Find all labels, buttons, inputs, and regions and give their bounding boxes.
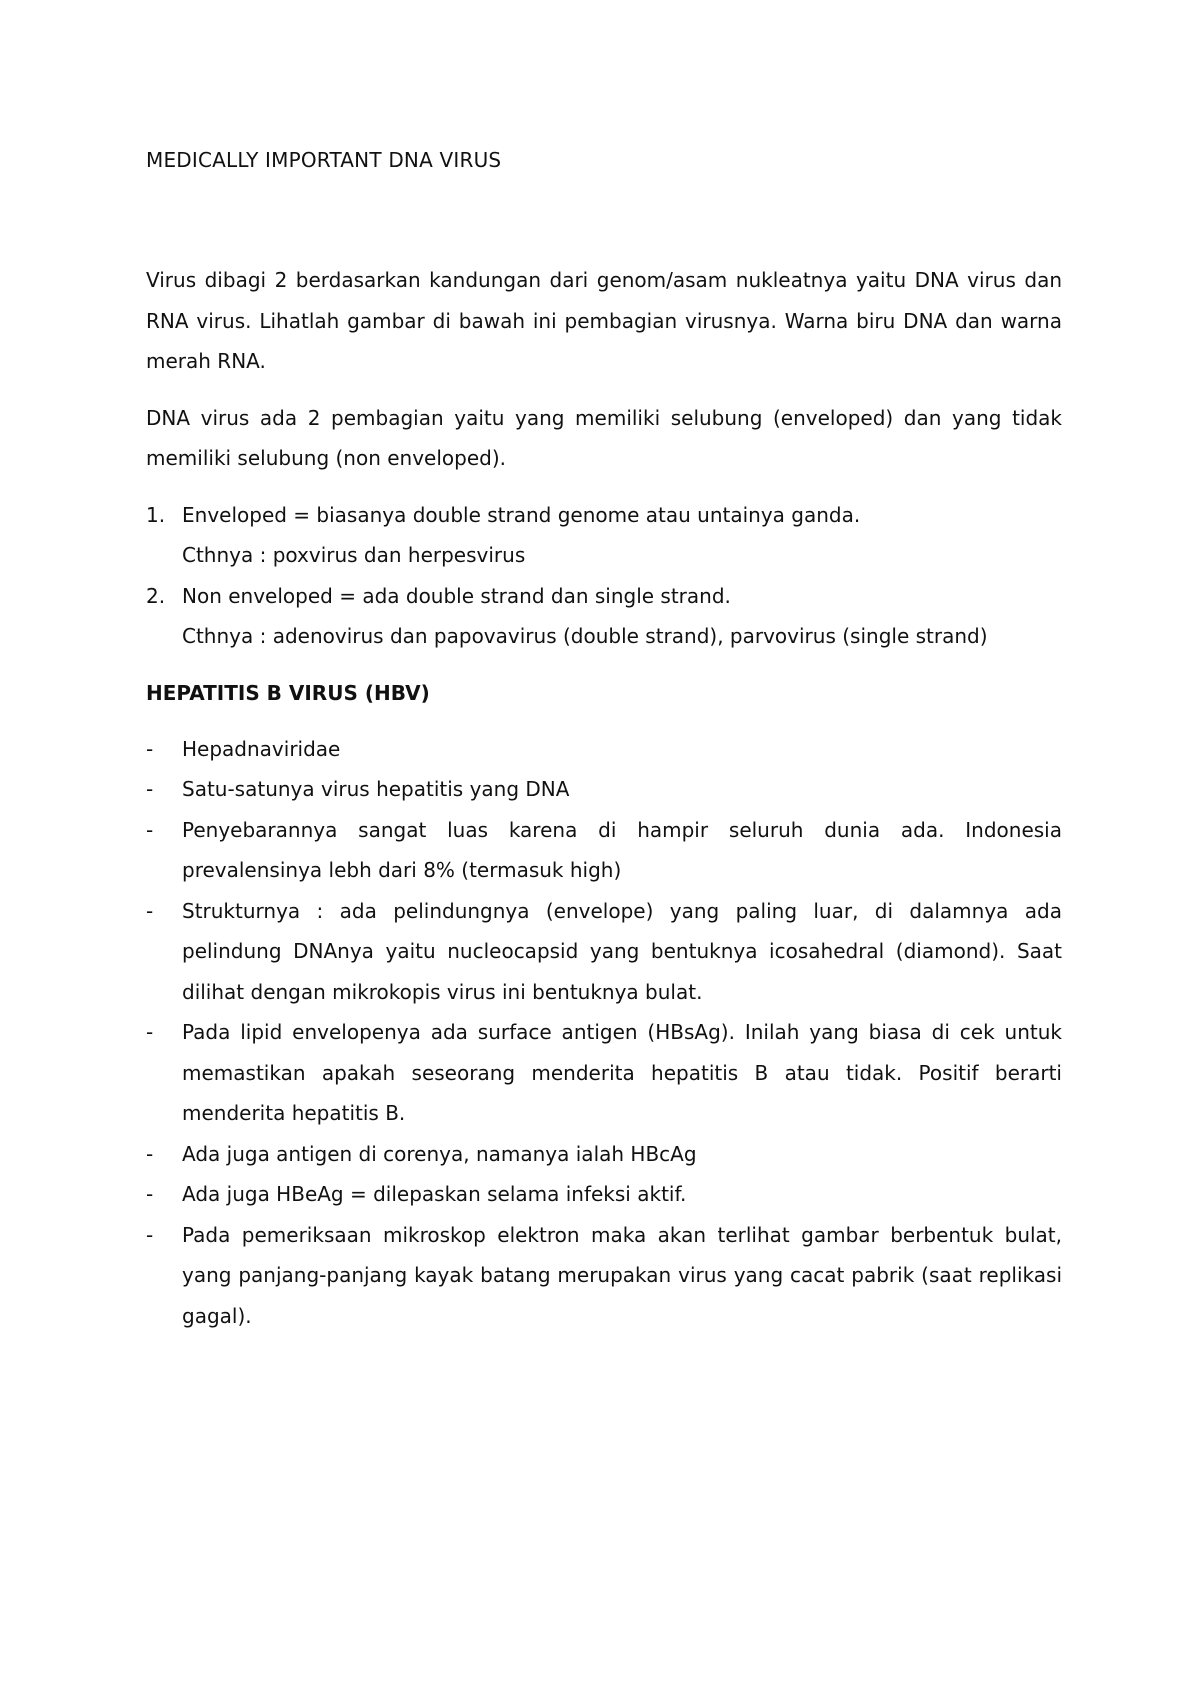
intro-paragraph: Virus dibagi 2 berdasarkan kandungan dari genom/asam nukleatnya yaitu DNA virus dan RNA virus. Lihatlah gambar di bawah ini pembagian virusnya. Warna biru DNA dan warna merah RNA.	[146, 268, 1062, 373]
spacer	[146, 713, 1062, 729]
numbered-item	[146, 495, 1062, 576]
list-item-text: Strukturnya : ada pelindungnya (envelope) yang paling luar, di dalamnya ada pelindung DNAnya yaitu nucleocapsid yang bentuknya icosahedral (diamond). Saat dilihat dengan mikrokopis virus ini bentuknya bulat.	[182, 898, 1062, 1004]
list-item	[146, 1215, 1062, 1337]
document-page	[146, 140, 1062, 1336]
list-item-text: Penyebarannya sangat luas karena di hampir seluruh dunia ada. Indonesia prevalensinya lebh dari 8% (termasuk high)	[182, 817, 1062, 882]
list-item	[146, 1174, 1062, 1215]
numbered-list	[146, 495, 1062, 657]
list-item-example: Cthnya : poxvirus dan herpesvirus	[182, 543, 526, 567]
list-item	[146, 891, 1062, 1013]
list-item-example: Cthnya : adenovirus dan papovavirus (double strand), parvovirus (single strand)	[182, 624, 988, 648]
list-item-text: Satu-satunya virus hepatitis yang DNA	[182, 777, 570, 801]
list-item	[146, 769, 1062, 810]
spacer	[146, 657, 1062, 673]
section-title-hbv: HEPATITIS B VIRUS (HBV)	[146, 680, 430, 705]
list-item	[146, 1134, 1062, 1175]
dash-marker: -	[146, 1182, 154, 1206]
document-title: MEDICALLY IMPORTANT DNA VIRUS	[146, 148, 502, 172]
list-number: 1.	[146, 502, 166, 527]
dna-virus-paragraph: DNA virus ada 2 pembagian yaitu yang memiliki selubung (enveloped) dan yang tidak memiliki selubung (non enveloped).	[146, 405, 1062, 470]
dash-marker: -	[146, 777, 154, 801]
list-item-text: Non enveloped = ada double strand dan single strand.	[182, 583, 731, 608]
numbered-item	[146, 576, 1062, 657]
list-item	[146, 729, 1062, 770]
list-item-text: Enveloped = biasanya double strand genome atau untainya ganda.	[182, 502, 861, 527]
dash-marker: -	[146, 898, 154, 923]
dash-marker: -	[146, 1141, 154, 1166]
spacer	[146, 479, 1062, 495]
dash-marker: -	[146, 1020, 154, 1044]
dash-marker: -	[146, 817, 154, 842]
list-item-text: Hepadnaviridae	[182, 736, 341, 761]
spacer	[146, 180, 1062, 260]
list-item	[146, 1012, 1062, 1134]
list-item-text: Ada juga HBeAg = dilepaskan selama infeksi aktif.	[182, 1182, 687, 1206]
list-number: 2.	[146, 583, 166, 608]
list-item-text: Pada lipid envelopenya ada surface antigen (HBsAg). Inilah yang biasa di cek untuk memastikan apakah seseorang menderita hepatitis B atau tidak. Positif berarti menderita hepatitis B.	[182, 1020, 1062, 1125]
spacer	[146, 382, 1062, 398]
dash-marker: -	[146, 736, 154, 761]
list-item-text: Pada pemeriksaan mikroskop elektron maka akan terlihat gambar berbentuk bulat, yang panjang-panjang kayak batang merupakan virus yang cacat pabrik (saat replikasi gagal).	[182, 1222, 1062, 1328]
bullet-list	[146, 729, 1062, 1337]
list-item-text: Ada juga antigen di corenya, namanya ialah HBcAg	[182, 1141, 697, 1166]
list-item	[146, 810, 1062, 891]
dash-marker: -	[146, 1222, 154, 1247]
